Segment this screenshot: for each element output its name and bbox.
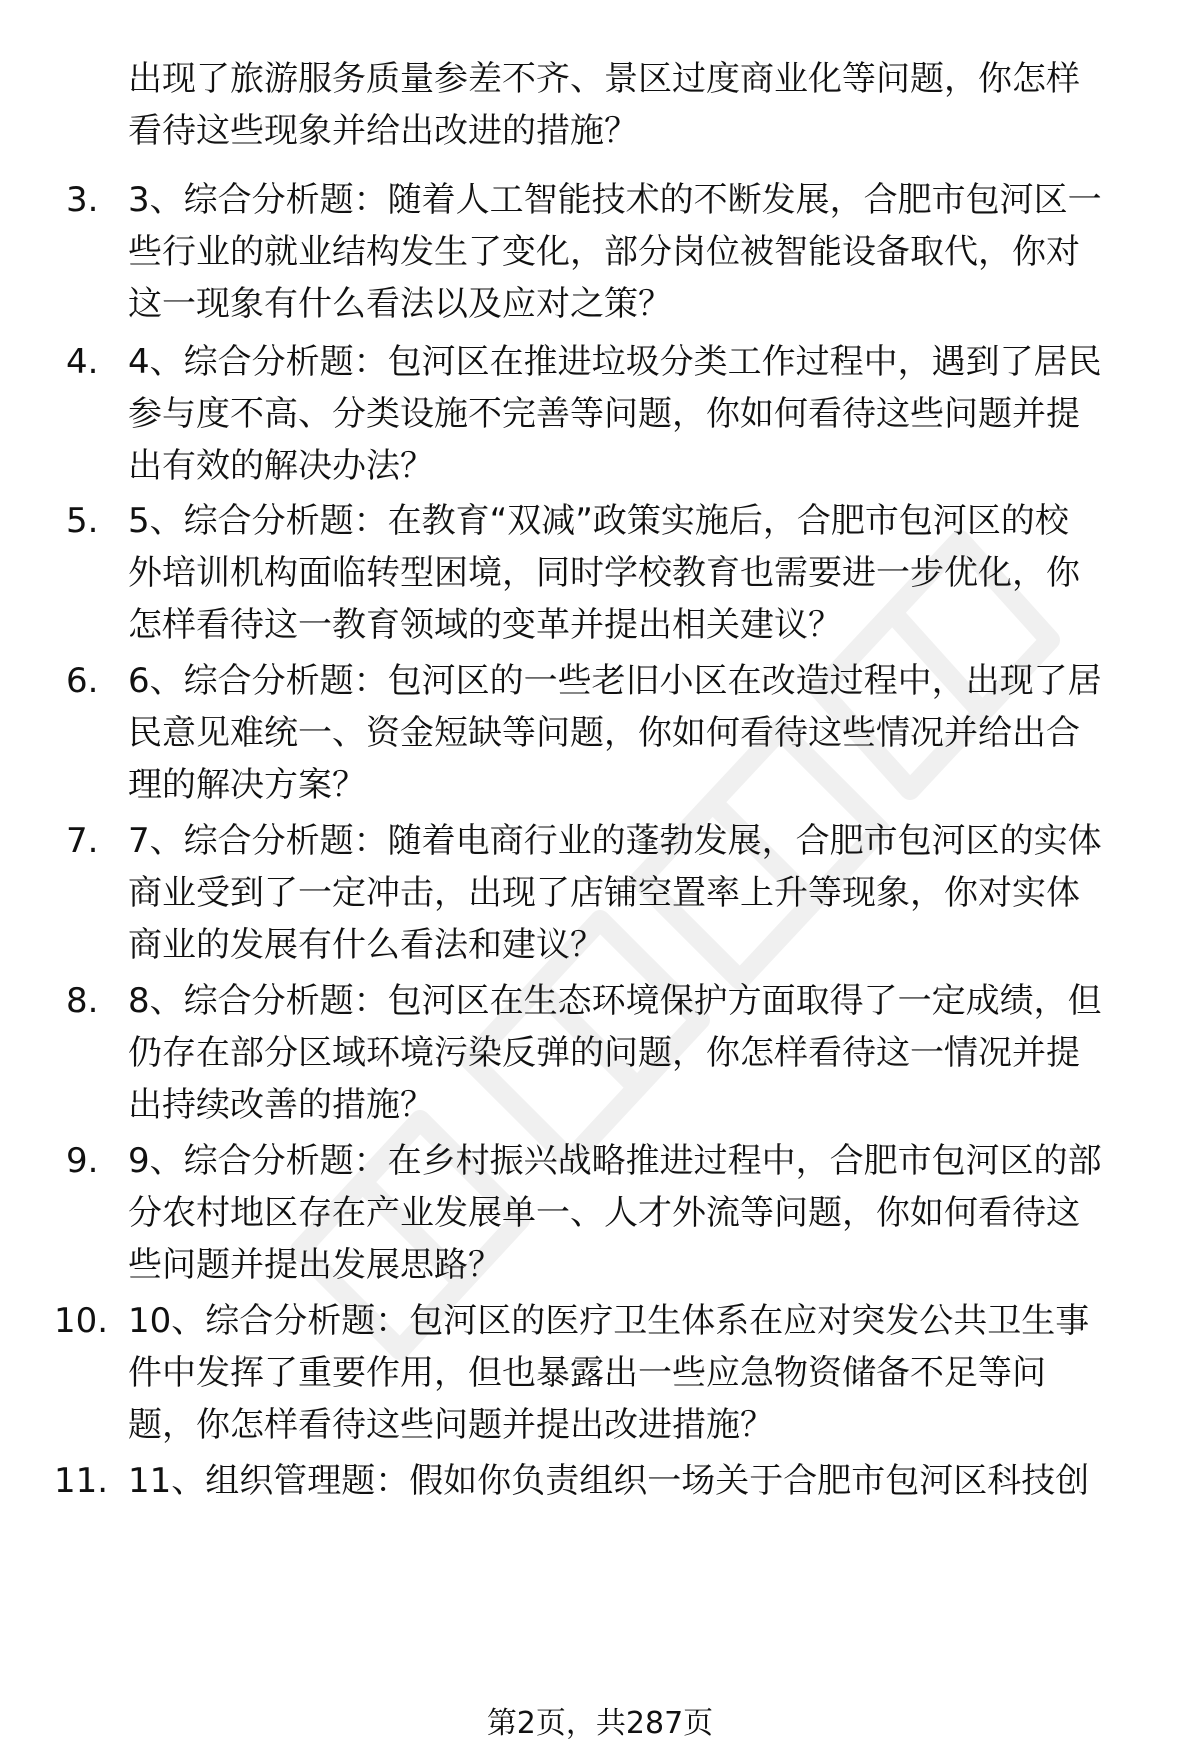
question-text bbox=[128, 174, 1168, 330]
question-line: 理的解决方案？ bbox=[128, 765, 366, 805]
question-line: 怎样看待这一教育领域的变革并提出相关建议？ bbox=[128, 605, 842, 645]
question-line: 3、综合分析题：随着人工智能技术的不断发展，合肥市包河区一 bbox=[128, 180, 1102, 220]
continuation-line: 看待这些现象并给出改进的措施？ bbox=[128, 111, 638, 151]
page-indicator: 第2页，共287页 bbox=[486, 1706, 714, 1741]
question-line: 7、综合分析题：随着电商行业的蓬勃发展，合肥市包河区的实体 bbox=[128, 821, 1102, 861]
question-number: 9. bbox=[66, 1141, 99, 1181]
question-line: 9、综合分析题：在乡村振兴战略推进过程中，合肥市包河区的部 bbox=[128, 1141, 1102, 1181]
question-line: 民意见难统一、资金短缺等问题，你如何看待这些情况并给出合 bbox=[128, 713, 1080, 753]
question-text bbox=[128, 1295, 1168, 1451]
question-number: 8. bbox=[66, 981, 99, 1021]
question-line: 出有效的解决办法？ bbox=[128, 446, 434, 486]
question-number: 3. bbox=[66, 180, 99, 220]
question-line: 6、综合分析题：包河区的一些老旧小区在改造过程中，出现了居 bbox=[128, 661, 1102, 701]
question-line: 仍存在部分区域环境污染反弹的问题，你怎样看待这一情况并提 bbox=[128, 1033, 1080, 1073]
question-line: 5、综合分析题：在教育“双减”政策实施后，合肥市包河区的校 bbox=[128, 501, 1069, 541]
question-line: 件中发挥了重要作用，但也暴露出一些应急物资储备不足等问 bbox=[128, 1353, 1046, 1393]
question-line: 题，你怎样看待这些问题并提出改进措施？ bbox=[128, 1405, 774, 1445]
question-text bbox=[128, 815, 1168, 971]
question-line: 外培训机构面临转型困境，同时学校教育也需要进一步优化，你 bbox=[128, 553, 1080, 593]
question-number: 5. bbox=[66, 501, 99, 541]
question-text bbox=[128, 975, 1168, 1131]
question-number: 10. bbox=[54, 1301, 109, 1341]
question-line: 商业的发展有什么看法和建议？ bbox=[128, 925, 604, 965]
question-line: 出持续改善的措施？ bbox=[128, 1085, 434, 1125]
continuation-line: 出现了旅游服务质量参差不齐、景区过度商业化等问题，你怎样 bbox=[128, 59, 1080, 99]
question-text bbox=[128, 1455, 1168, 1507]
question-number: 6. bbox=[66, 661, 99, 701]
question-line: 4、综合分析题：包河区在推进垃圾分类工作过程中，遇到了居民 bbox=[128, 342, 1102, 382]
question-line: 10、综合分析题：包河区的医疗卫生体系在应对突发公共卫生事 bbox=[128, 1301, 1090, 1341]
question-line: 些行业的就业结构发生了变化，部分岗位被智能设备取代，你对 bbox=[128, 232, 1080, 272]
question-number: 7. bbox=[66, 821, 99, 861]
question-line: 些问题并提出发展思路？ bbox=[128, 1245, 502, 1285]
question-text bbox=[128, 495, 1168, 651]
question-text bbox=[128, 655, 1168, 811]
question-line: 商业受到了一定冲击，出现了店铺空置率上升等现象，你对实体 bbox=[128, 873, 1080, 913]
question-number: 11. bbox=[54, 1461, 109, 1501]
question-text bbox=[128, 1135, 1168, 1291]
question-line: 这一现象有什么看法以及应对之策？ bbox=[128, 284, 672, 324]
continuation-text bbox=[128, 53, 1168, 157]
question-number: 4. bbox=[66, 342, 99, 382]
question-line: 分农村地区存在产业发展单一、人才外流等问题，你如何看待这 bbox=[128, 1193, 1080, 1233]
question-line: 11、组织管理题：假如你负责组织一场关于合肥市包河区科技创 bbox=[128, 1461, 1090, 1501]
question-line: 参与度不高、分类设施不完善等问题，你如何看待这些问题并提 bbox=[128, 394, 1080, 434]
question-line: 8、综合分析题：包河区在生态环境保护方面取得了一定成绩，但 bbox=[128, 981, 1102, 1021]
question-text bbox=[128, 336, 1168, 492]
